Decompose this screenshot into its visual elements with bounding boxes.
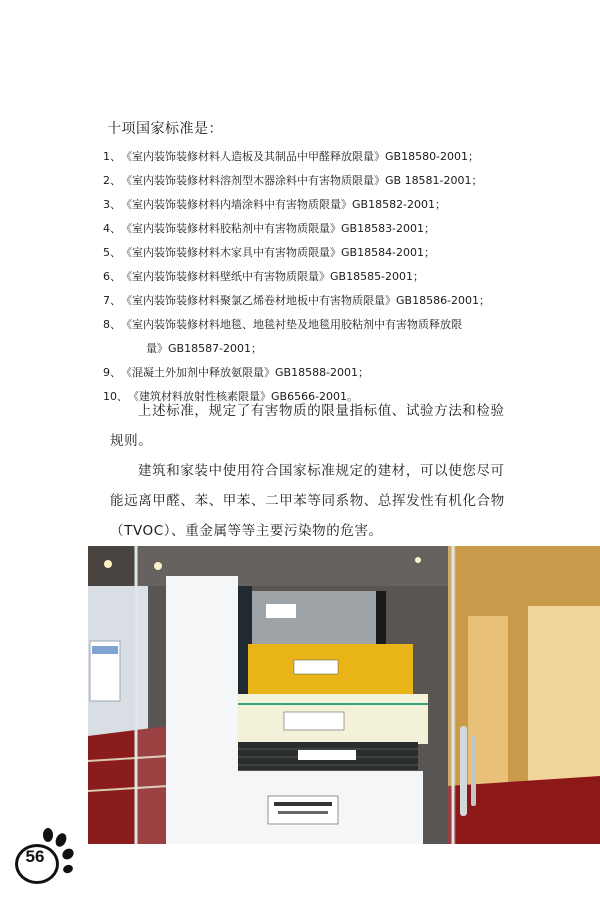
item-number: 1、 xyxy=(103,150,121,163)
item-number: 10、 xyxy=(103,390,128,403)
list-item xyxy=(103,313,523,361)
item-number: 8、 xyxy=(103,318,121,331)
list-item xyxy=(103,289,523,313)
item-text: 《室内装饰装修材料胶粘剂中有害物质限量》GB18583-2001； xyxy=(121,222,436,235)
item-text-line1: 《室内装饰装修材料地毯、地毯衬垫及地毯用胶粘剂中有害物质释放限 xyxy=(121,318,462,331)
list-item xyxy=(103,169,523,193)
list-item xyxy=(103,145,523,169)
item-text: 《室内装饰装修材料溶剂型木器涂料中有害物质限量》GB 18581-2001； xyxy=(121,174,483,187)
item-number: 5、 xyxy=(103,246,121,259)
item-text: 《室内装饰装修材料聚氯乙烯卷材地板中有害物质限量》GB18586-2001； xyxy=(121,294,491,307)
page-number: 56 xyxy=(25,847,45,866)
paragraph-benefits: 建筑和家装中使用符合国家标准规定的建材，可以使您尽可能远离甲醛、苯、甲苯、二甲苯等同系物、总挥发性有机化合物（TVOC）、重金属等等主要污染物的危害。 xyxy=(110,463,505,539)
standards-list xyxy=(103,145,523,409)
list-item xyxy=(103,265,523,289)
section-heading: 十项国家标准是： xyxy=(107,121,223,137)
list-item xyxy=(103,241,523,265)
paragraph-standards-scope: 上述标准，规定了有害物质的限量指标值、试验方法和检验规则。 xyxy=(110,403,505,449)
list-item xyxy=(103,193,523,217)
item-number: 2、 xyxy=(103,174,121,187)
list-item xyxy=(103,217,523,241)
item-number: 6、 xyxy=(103,270,121,283)
item-text-line2: 量》GB18587-2001； xyxy=(146,342,263,355)
item-text: 《建筑材料放射性核素限量》GB6566-2001。 xyxy=(128,390,359,403)
list-item xyxy=(103,361,523,385)
item-number: 9、 xyxy=(103,366,121,379)
item-text: 《室内装饰装修材料人造板及其制品中甲醛释放限量》GB18580-2001； xyxy=(121,150,480,163)
item-text: 《混凝土外加剂中释放氨限量》GB18588-2001； xyxy=(121,366,370,379)
item-number: 4、 xyxy=(103,222,121,235)
exhibit-photo xyxy=(88,546,600,844)
item-text: 《室内装饰装修材料内墙涂料中有害物质限量》GB18582-2001； xyxy=(121,198,447,211)
item-number: 3、 xyxy=(103,198,121,211)
item-text: 《室内装饰装修材料壁纸中有害物质限量》GB18585-2001； xyxy=(121,270,425,283)
item-number: 7、 xyxy=(103,294,121,307)
item-text xyxy=(121,313,516,361)
item-text: 《室内装饰装修材料木家具中有害物质限量》GB18584-2001； xyxy=(121,246,436,259)
